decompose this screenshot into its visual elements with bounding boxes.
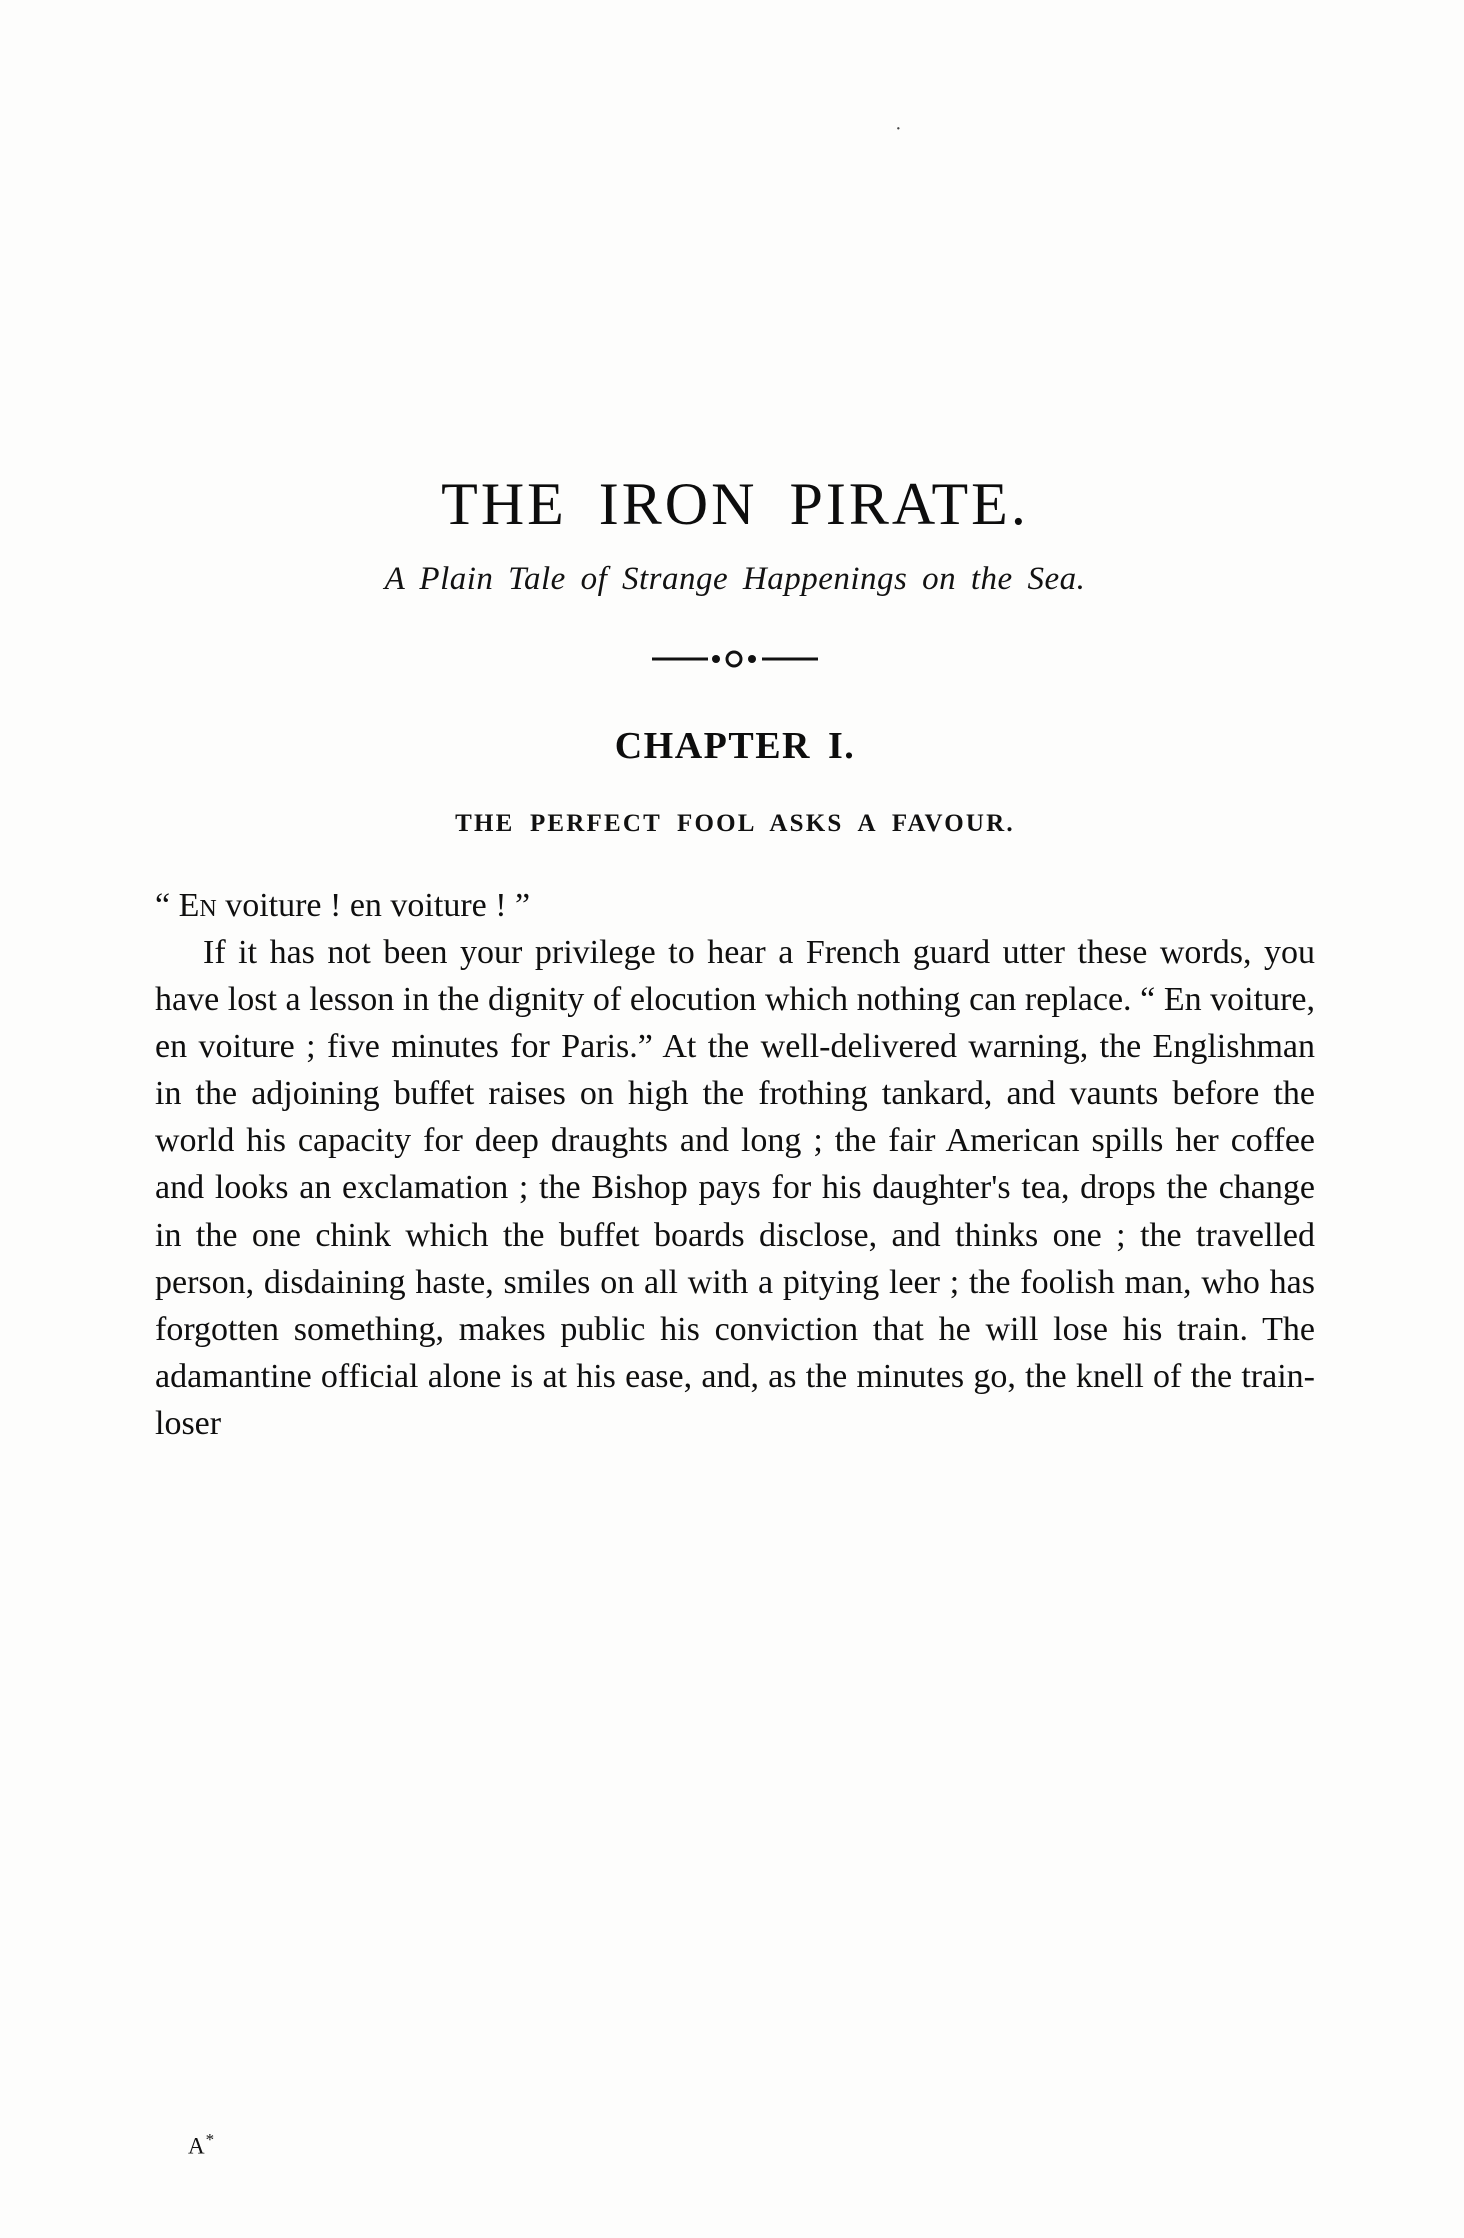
chapter-subheading: THE PERFECT FOOL ASKS A FAVOUR. <box>455 810 1015 837</box>
opening-quote-mark: “ <box>155 887 179 924</box>
signature-letter: A <box>188 2133 206 2159</box>
page-subtitle: A Plain Tale of Strange Happenings on the Sea. <box>384 561 1086 597</box>
top-page-mark: · <box>895 118 903 140</box>
ornament-icon <box>650 646 820 672</box>
page-title: THE IRON PIRATE. <box>441 471 1029 537</box>
page-content <box>155 470 1315 1447</box>
chapter-heading: CHAPTER I. <box>614 725 856 767</box>
opening-line <box>155 882 1315 929</box>
main-paragraph: If it has not been your privilege to hear a French guard utter these words, you have lost a lesson in the dignity of elocution which nothing can replace. “ En voiture, en voiture ; five minutes for Paris.” At the well-delivered warning, the Englishman in the adjoining buffet raises on high the frothing tankard, and vaunts before the world his capacity for deep draughts and long ; the fair American spills her coffee and looks an exclamation ; the Bishop pays for his daughter's tea, drops the change in the one chink which the buffet boards disclose, and thinks one ; the travelled person, disdaining haste, smiles on all with a pitying leer ; the foolish man, who has forgotten something, makes public his conviction that he will lose his train. The adamantine official alone is at his ease, and, as the minutes go, the knell of the train-loser <box>155 934 1315 1442</box>
signature-mark <box>188 2130 215 2160</box>
opening-line-rest: voiture ! en voiture ! ” <box>216 887 531 924</box>
signature-asterisk: * <box>205 2130 216 2149</box>
opening-smallcaps-word: En <box>178 887 217 924</box>
ornament-divider <box>650 646 820 672</box>
body-text-block <box>155 882 1315 1447</box>
